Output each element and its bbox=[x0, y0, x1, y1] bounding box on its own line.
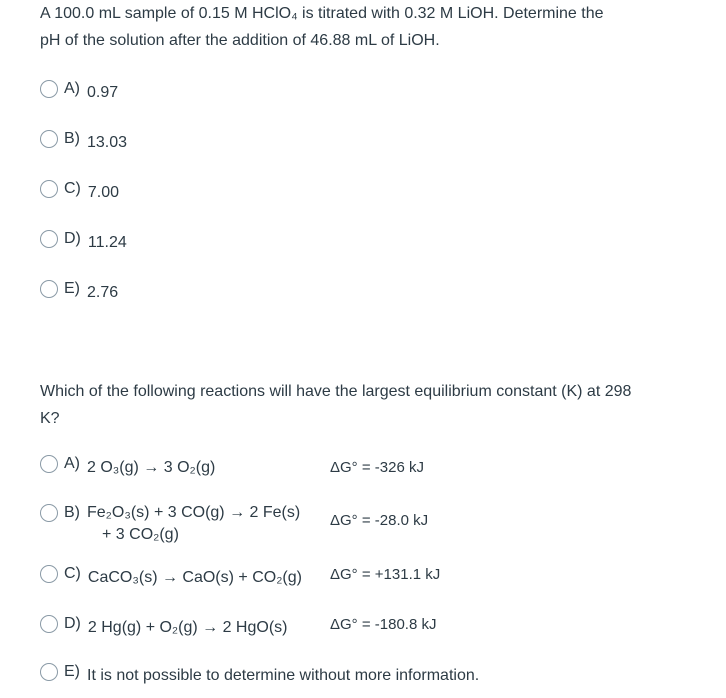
option-text: 0.97 bbox=[87, 84, 119, 101]
q2-option-c[interactable] bbox=[40, 562, 302, 590]
option-letter: A) bbox=[64, 455, 80, 472]
option-letter: D) bbox=[64, 615, 81, 632]
q1-option-a[interactable] bbox=[40, 77, 118, 105]
reaction-equation: CaCO₃(s) → CaO(s) + CO₂(g) bbox=[87, 569, 302, 586]
q2-option-a[interactable] bbox=[40, 452, 215, 480]
reaction-equation-block bbox=[80, 498, 300, 546]
option-letter: C) bbox=[64, 565, 81, 582]
option-letter: E) bbox=[64, 663, 80, 680]
radio-button[interactable] bbox=[40, 455, 58, 473]
option-letter: C) bbox=[64, 180, 81, 197]
q1-option-b[interactable] bbox=[40, 127, 127, 155]
question-1-text bbox=[40, 0, 690, 54]
q1-option-c[interactable] bbox=[40, 177, 119, 205]
q1-option-d[interactable] bbox=[40, 227, 127, 255]
question-1-line-1: A 100.0 mL sample of 0.15 M HClO₄ is titrated with 0.32 M LiOH. Determine the bbox=[40, 5, 604, 22]
reaction-equation: 2 O₃(g) → 3 O₂(g) bbox=[87, 459, 216, 476]
radio-button[interactable] bbox=[40, 663, 58, 681]
option-letter: D) bbox=[64, 230, 81, 247]
reaction-equation-line-2: + 3 CO₂(g) bbox=[102, 526, 179, 543]
option-text: 2.76 bbox=[87, 284, 119, 301]
radio-button[interactable] bbox=[40, 565, 58, 583]
q2-option-d[interactable] bbox=[40, 612, 287, 640]
delta-g-value: ΔG° = -180.8 kJ bbox=[330, 616, 437, 633]
radio-button[interactable] bbox=[40, 180, 58, 198]
reaction-equation: 2 Hg(g) + O₂(g) → 2 HgO(s) bbox=[87, 619, 288, 636]
option-text: 7.00 bbox=[87, 184, 120, 201]
option-text: It is not possible to determine without more information. bbox=[87, 667, 480, 684]
q2-option-b[interactable] bbox=[40, 498, 300, 546]
question-2-line-1: Which of the following reactions will have the largest equilibrium constant (K) at 298 bbox=[40, 383, 632, 400]
question-2-text bbox=[40, 378, 690, 432]
option-letter: A) bbox=[64, 80, 80, 97]
radio-button[interactable] bbox=[40, 80, 58, 98]
option-letter: B) bbox=[64, 130, 80, 147]
question-1-line-2: pH of the solution after the addition of 46.88 mL of LiOH. bbox=[40, 32, 440, 49]
delta-g-value: ΔG° = -28.0 kJ bbox=[330, 512, 429, 529]
q2-option-e[interactable] bbox=[40, 660, 479, 688]
radio-button[interactable] bbox=[40, 230, 58, 248]
delta-g-value: ΔG° = +131.1 kJ bbox=[330, 566, 441, 583]
radio-button[interactable] bbox=[40, 504, 58, 522]
reaction-equation-line-1: Fe₂O₃(s) + 3 CO(g) → 2 Fe(s) bbox=[87, 504, 301, 521]
delta-g-value: ΔG° = -326 kJ bbox=[330, 459, 424, 476]
option-letter: B) bbox=[64, 504, 80, 521]
question-2-line-2: K? bbox=[40, 410, 60, 427]
option-text: 13.03 bbox=[87, 134, 128, 151]
radio-button[interactable] bbox=[40, 615, 58, 633]
radio-button[interactable] bbox=[40, 280, 58, 298]
option-text: 11.24 bbox=[87, 234, 127, 251]
option-letter: E) bbox=[64, 280, 80, 297]
q1-option-e[interactable] bbox=[40, 277, 118, 305]
radio-button[interactable] bbox=[40, 130, 58, 148]
